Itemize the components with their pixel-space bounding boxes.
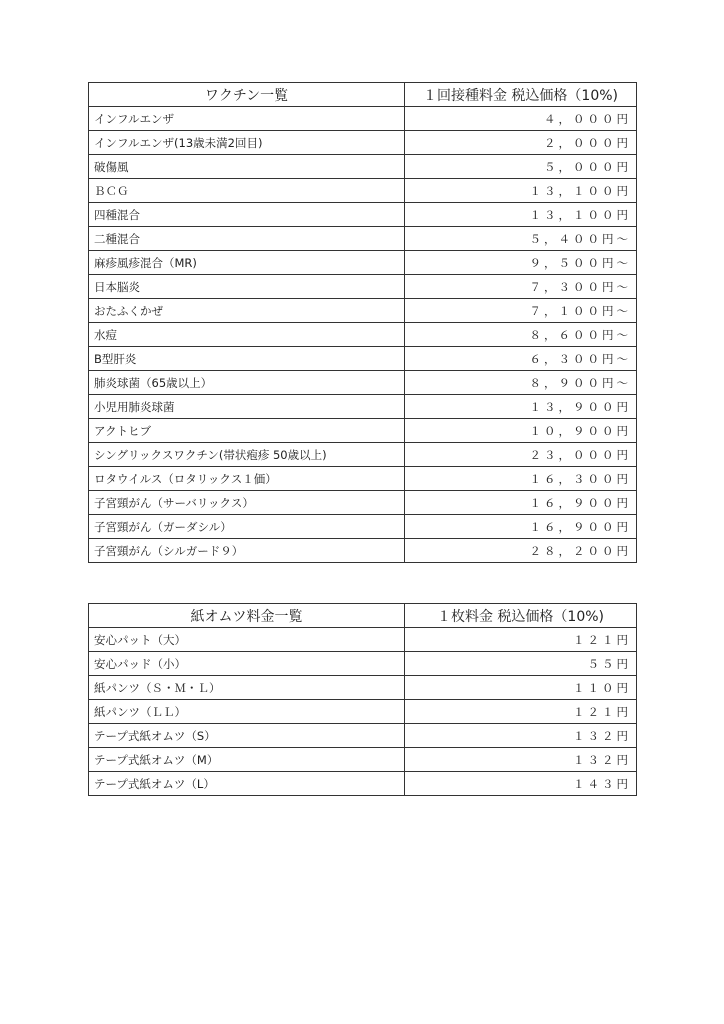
table-row — [89, 323, 637, 347]
item-name: アクトヒブ — [89, 419, 405, 443]
table-row — [89, 700, 637, 724]
item-name: 水痘 — [89, 323, 405, 347]
item-name: テープ式紙オムツ（M） — [89, 748, 405, 772]
table-row — [89, 676, 637, 700]
table-row — [89, 467, 637, 491]
item-name: おたふくかぜ — [89, 299, 405, 323]
item-price: １０，９００円 — [405, 419, 637, 443]
item-name: 安心パッド（小） — [89, 652, 405, 676]
item-price: ２８，２００円 — [405, 539, 637, 563]
item-price: ５５円 — [405, 652, 637, 676]
table-row — [89, 179, 637, 203]
item-price: １２１円 — [405, 700, 637, 724]
table-row — [89, 491, 637, 515]
item-price: ６，３００円～ — [405, 347, 637, 371]
item-price: ７，１００円～ — [405, 299, 637, 323]
table-row — [89, 131, 637, 155]
table-row — [89, 299, 637, 323]
item-name: テープ式紙オムツ（L） — [89, 772, 405, 796]
vaccine-price-heading: １回接種料金 税込価格（10%) — [405, 83, 637, 107]
table-row — [89, 628, 637, 652]
item-price: １６，９００円 — [405, 491, 637, 515]
item-price: ９，５００円～ — [405, 251, 637, 275]
vaccine-list-heading: ワクチン一覧 — [89, 83, 405, 107]
item-name: 破傷風 — [89, 155, 405, 179]
item-price: ７，３００円～ — [405, 275, 637, 299]
table-row — [89, 371, 637, 395]
item-name: 四種混合 — [89, 203, 405, 227]
item-price: １３２円 — [405, 724, 637, 748]
table-row — [89, 251, 637, 275]
item-name: テープ式紙オムツ（S） — [89, 724, 405, 748]
item-name: 日本脳炎 — [89, 275, 405, 299]
table-row — [89, 652, 637, 676]
item-name: 紙パンツ（ＬＬ） — [89, 700, 405, 724]
table-row — [89, 155, 637, 179]
item-price: １２１円 — [405, 628, 637, 652]
item-name: インフルエンザ — [89, 107, 405, 131]
table-row — [89, 443, 637, 467]
item-name: インフルエンザ(13歳未満2回目) — [89, 131, 405, 155]
item-price: １６，３００円 — [405, 467, 637, 491]
table-row — [89, 419, 637, 443]
table-row — [89, 772, 637, 796]
item-name: 麻疹風疹混合（MR) — [89, 251, 405, 275]
table-row — [89, 227, 637, 251]
item-price: ５，４００円～ — [405, 227, 637, 251]
item-price: ４，０００円 — [405, 107, 637, 131]
item-price: ２，０００円 — [405, 131, 637, 155]
item-price: ５，０００円 — [405, 155, 637, 179]
diaper-table-body — [89, 628, 637, 796]
table-row — [89, 275, 637, 299]
item-price: ８，９００円～ — [405, 371, 637, 395]
vaccine-table-body — [89, 107, 637, 563]
item-name: 肺炎球菌（65歳以上） — [89, 371, 405, 395]
table-row — [89, 724, 637, 748]
item-name: 子宮頸がん（シルガード９） — [89, 539, 405, 563]
item-price: １３２円 — [405, 748, 637, 772]
item-price: １３，１００円 — [405, 179, 637, 203]
table-row — [89, 347, 637, 371]
item-name: シングリックスワクチン(帯状疱疹 50歳以上) — [89, 443, 405, 467]
item-name: 子宮頸がん（ガーダシル） — [89, 515, 405, 539]
item-price: １１０円 — [405, 676, 637, 700]
item-name: 紙パンツ（Ｓ・Ｍ・Ｌ） — [89, 676, 405, 700]
table-row — [89, 395, 637, 419]
table-header-row — [89, 83, 637, 107]
item-price: ８，６００円～ — [405, 323, 637, 347]
table-row — [89, 203, 637, 227]
vaccine-price-table — [88, 82, 637, 563]
item-name: ロタウイルス（ロタリックス１価） — [89, 467, 405, 491]
table-row — [89, 748, 637, 772]
item-name: B型肝炎 — [89, 347, 405, 371]
item-name: ＢＣＧ — [89, 179, 405, 203]
item-price: １３，１００円 — [405, 203, 637, 227]
diaper-list-heading: 紙オムツ料金一覧 — [89, 604, 405, 628]
item-price: １３，９００円 — [405, 395, 637, 419]
item-name: 安心パット（大） — [89, 628, 405, 652]
item-name: 二種混合 — [89, 227, 405, 251]
table-row — [89, 539, 637, 563]
diaper-price-table — [88, 603, 637, 796]
item-price: ２３，０００円 — [405, 443, 637, 467]
item-price: １４３円 — [405, 772, 637, 796]
item-name: 小児用肺炎球菌 — [89, 395, 405, 419]
table-header-row — [89, 604, 637, 628]
item-name: 子宮頸がん（サーバリックス） — [89, 491, 405, 515]
item-price: １６，９００円 — [405, 515, 637, 539]
diaper-price-heading: １枚料金 税込価格（10%) — [405, 604, 637, 628]
table-row — [89, 515, 637, 539]
table-row — [89, 107, 637, 131]
